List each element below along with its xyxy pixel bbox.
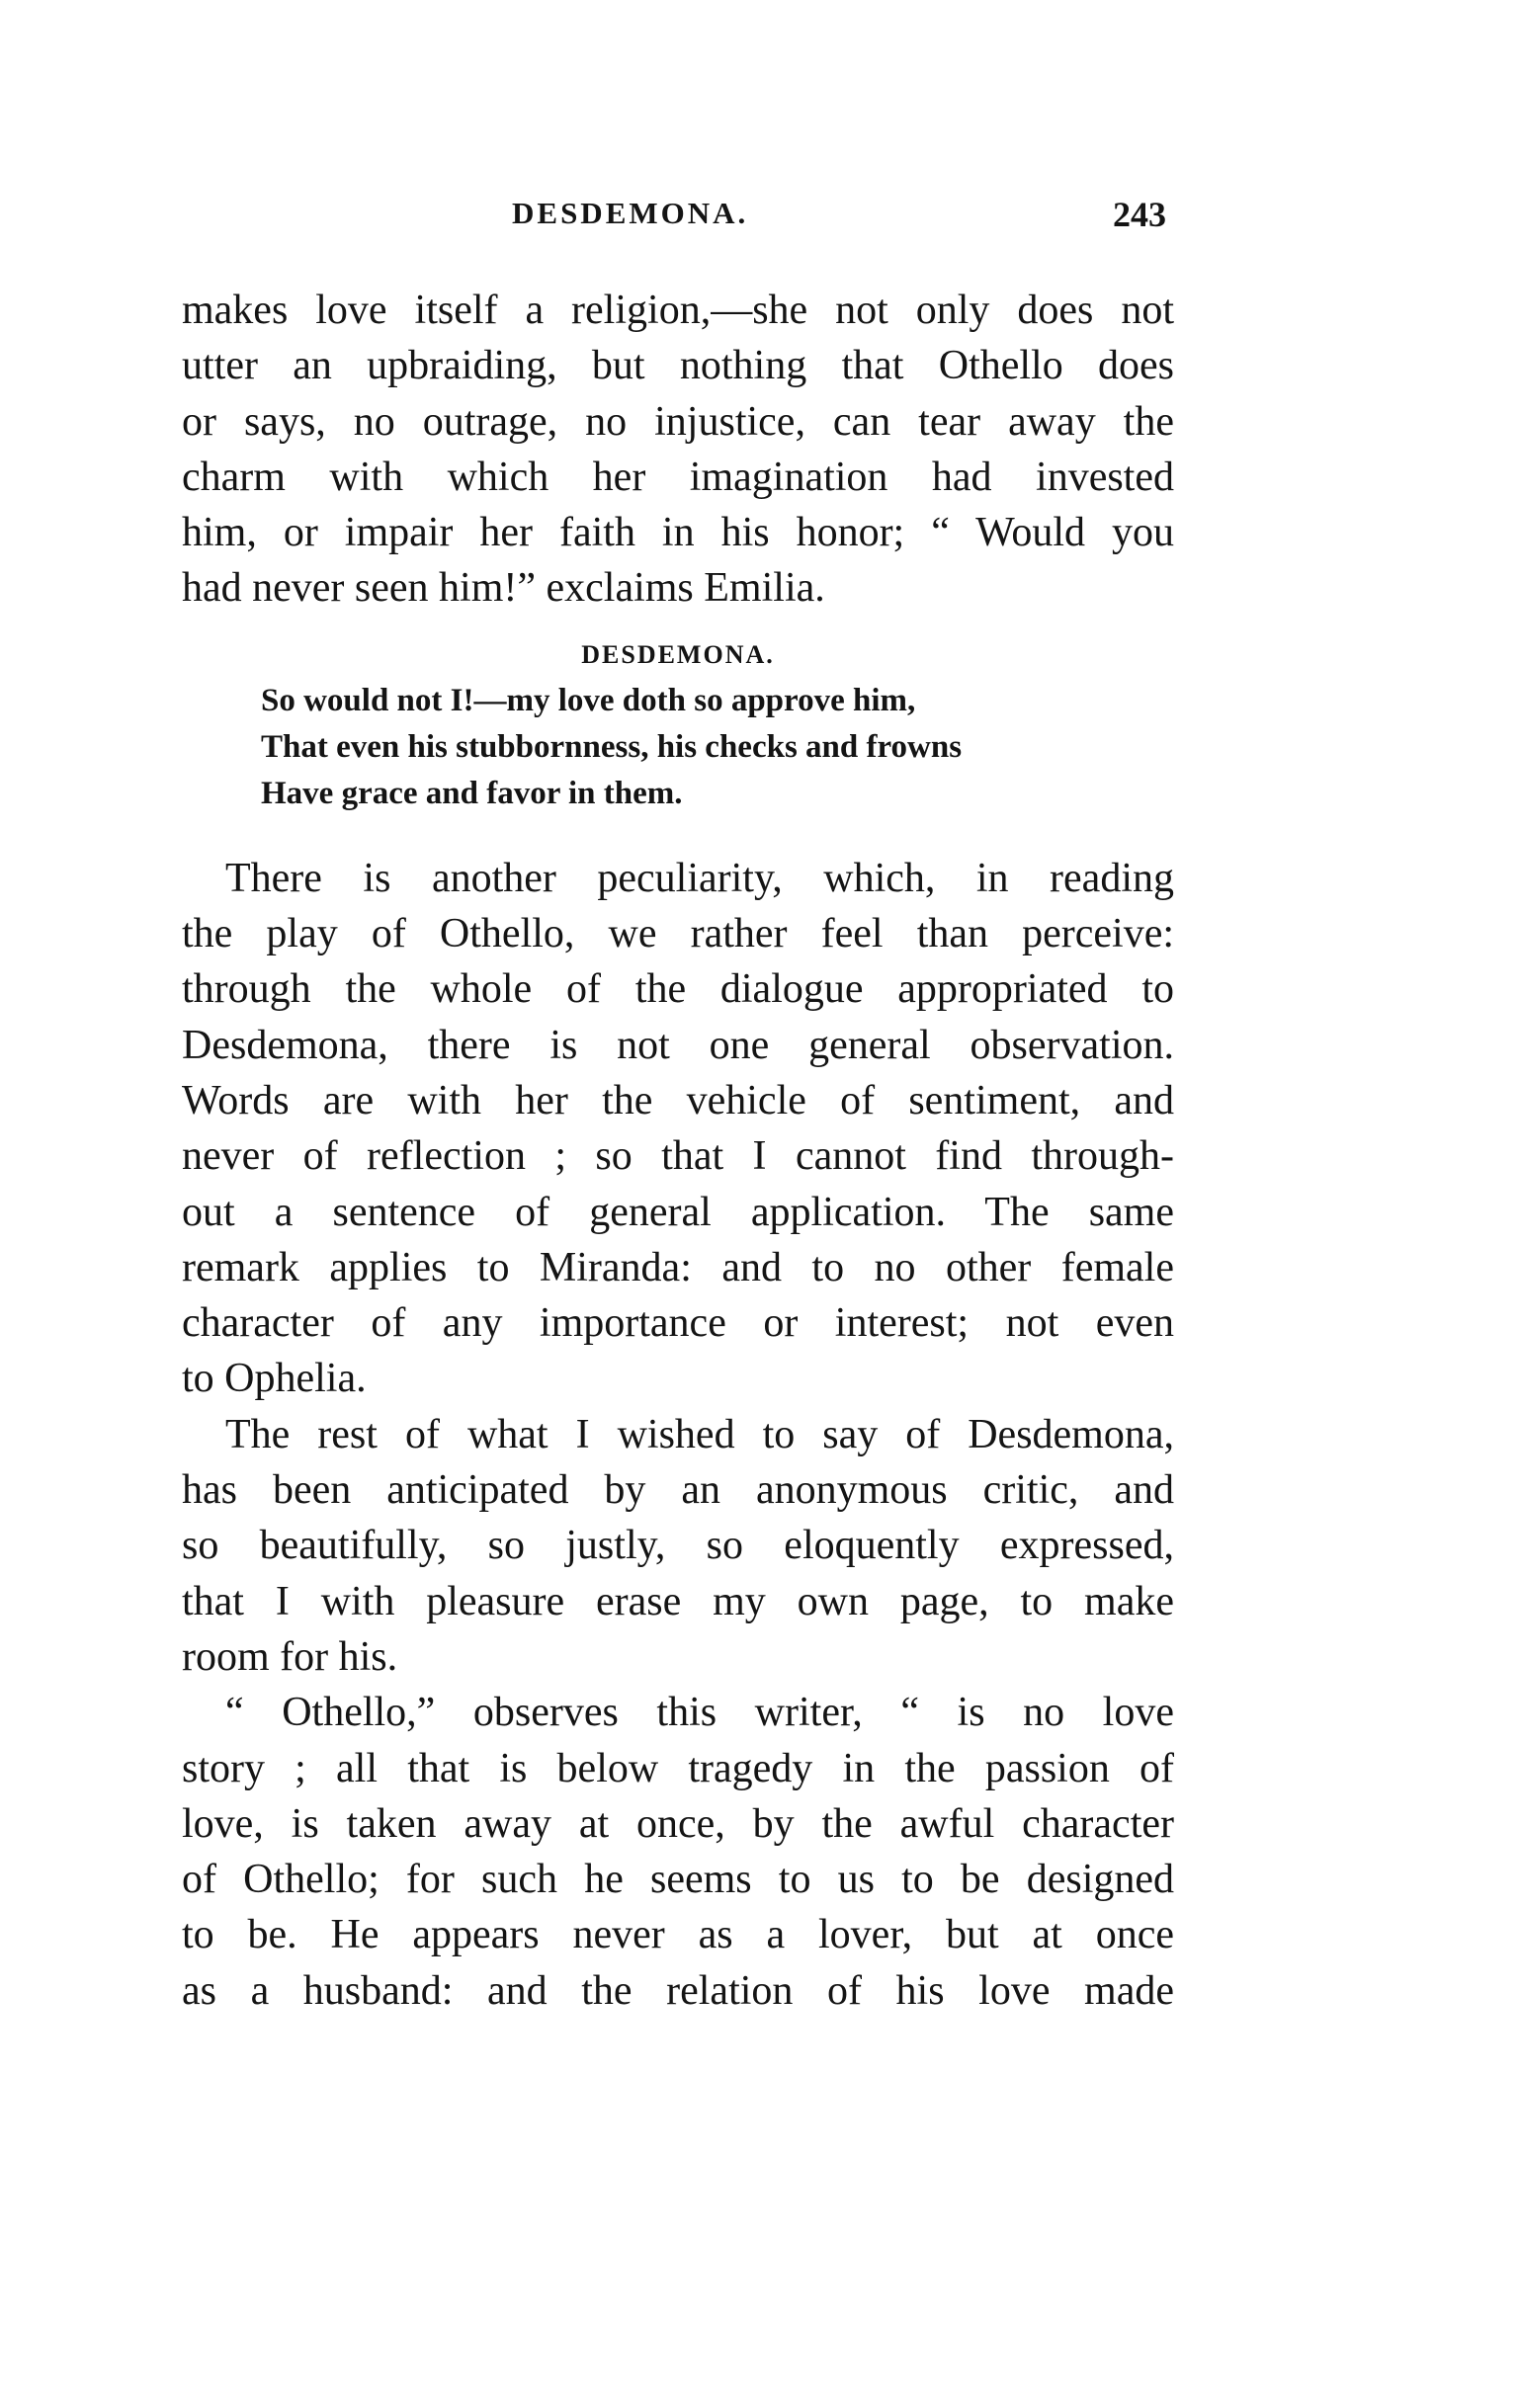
text-line: Desdemona, there is not one general observation. [182, 1022, 1174, 1068]
running-title: DESDEMONA. [512, 196, 749, 230]
text-line: that I with pleasure erase my own page, to make [182, 1578, 1174, 1624]
page-number: 243 [1113, 195, 1166, 234]
text-line: to be. He appears never as a lover, but at once [182, 1912, 1174, 1958]
paragraph-peculiarity [182, 851, 1174, 1407]
verse-line: That even his stubbornness, his checks and frowns [261, 728, 963, 765]
text-line: “ Othello,” observes this writer, “ is no love [225, 1690, 1174, 1736]
block-quote [182, 632, 1174, 817]
text-line: so beautifully, so justly, so eloquently expressed, [182, 1523, 1174, 1569]
text-line: or says, no outrage, no injustice, can tear away the [182, 398, 1174, 445]
text-line: of Othello; for such he seems to us to be designed [182, 1857, 1174, 1903]
text-line: The rest of what I wished to say of Desdemona, [225, 1411, 1174, 1457]
text-line: had never seen him!” exclaims Emilia. [182, 565, 825, 612]
text-line: the play of Othello, we rather feel than perceive: [182, 911, 1174, 957]
text-line: as a husband: and the relation of his love made [182, 1967, 1174, 2014]
body-text [182, 283, 1174, 2019]
text-line: to Ophelia. [182, 1356, 367, 1402]
text-line: never of reflection ; so that I cannot find through- [182, 1133, 1174, 1180]
verse-line: So would not I!—my love doth so approve him, [261, 682, 916, 718]
text-line: remark applies to Miranda: and to no other female [182, 1244, 1174, 1290]
text-line: There is another peculiarity, which, in reading [225, 855, 1174, 901]
text-line: makes love itself a religion,—she not only does not [182, 288, 1174, 333]
continuation-paragraph [182, 283, 1174, 617]
text-line: through the whole of the dialogue appropriated to [182, 966, 1174, 1013]
text-line: room for his. [182, 1633, 398, 1680]
text-line: out a sentence of general application. The same [182, 1189, 1174, 1235]
text-line: him, or impair her faith in his honor; “ Would you [182, 510, 1174, 556]
text-line: utter an upbraiding, but nothing that Othello does [182, 343, 1174, 389]
quote-speaker: DESDEMONA. [581, 639, 775, 669]
text-line: has been anticipated by an anonymous critic, and [182, 1467, 1174, 1514]
text-line: story ; all that is below tragedy in the passion of [182, 1745, 1174, 1791]
text-line: character of any importance or interest; not even [182, 1300, 1174, 1347]
paragraph-anonymous-critic [182, 1407, 1174, 1685]
paragraph-othello-quote [182, 1685, 1174, 2019]
text-line: Words are with her the vehicle of sentiment, and [182, 1077, 1174, 1123]
text-line: love, is taken away at once, by the awful character [182, 1800, 1174, 1847]
verse-line: Have grace and favor in them. [261, 775, 683, 811]
text-line: charm with which her imagination had invested [182, 454, 1174, 500]
